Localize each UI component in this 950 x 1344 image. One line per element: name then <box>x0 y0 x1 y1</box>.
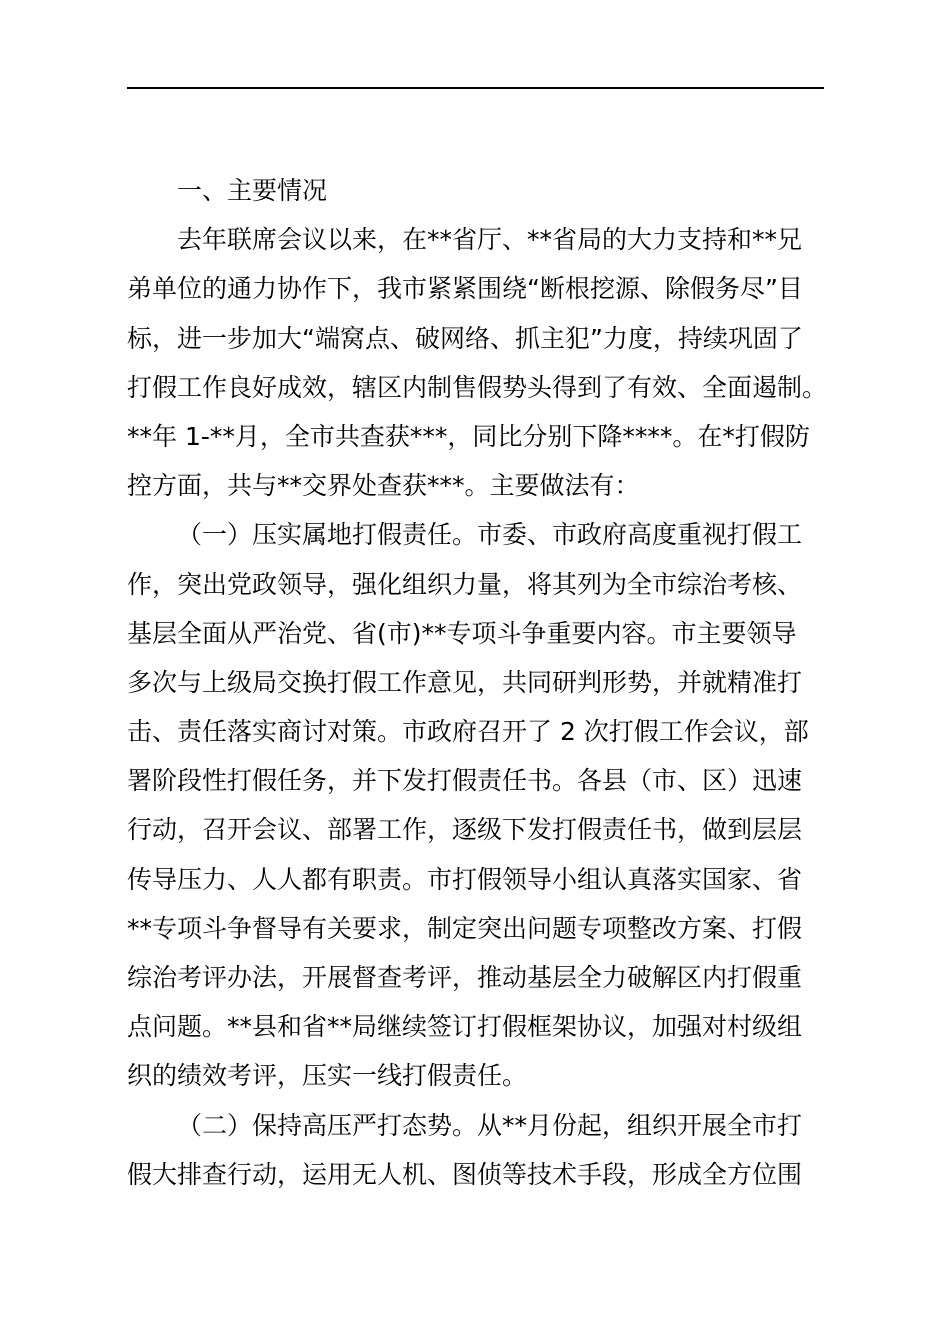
paragraph-line: **专项斗争督导有关要求，制定突出问题专项整改方案、打假 <box>127 913 803 943</box>
paragraph-item-2 <box>127 1101 827 1199</box>
paragraph-line: 去年联席会议以来，在**省厅、**省局的大力支持和**兄 <box>177 225 803 255</box>
paragraph-line: 击、责任落实商讨对策。市政府召开了 2 次打假工作会议，部 <box>127 717 809 747</box>
paragraph-line: 打假工作良好成效，辖区内制售假势头得到了有效、全面遏制。 <box>127 372 828 402</box>
paragraph-line: 综治考评办法，开展督查考评，推动基层全力破解区内打假重 <box>127 963 803 992</box>
paragraph-line: 假大排查行动，运用无人机、图侦等技术手段，形成全方位围 <box>127 1159 803 1189</box>
document-body <box>127 166 827 1199</box>
paragraph-line: 行动，召开会议、部署工作，逐级下发打假责任书，做到层层 <box>127 815 803 845</box>
paragraph-line: 标，进一步加大“端窝点、破网络、抓主犯”力度，持续巩固了 <box>127 323 803 353</box>
paragraph-line: **年 1-**月，全市共查获***，同比分别下降****。在*打假防 <box>127 421 810 451</box>
section-heading: 一、主要情况 <box>177 176 328 205</box>
paragraph-line: 控方面，共与**交界处查获***。主要做法有： <box>127 471 640 501</box>
header-rule <box>127 87 824 89</box>
paragraph-line: 传导压力、人人都有职责。市打假领导小组认真落实国家、省 <box>127 864 803 894</box>
paragraph-item-1 <box>127 510 827 1100</box>
paragraph-line: 署阶段性打假任务，并下发打假责任书。各县（市、区）迅速 <box>127 766 803 796</box>
paragraph-line: 点问题。**县和省**局继续签订打假框架协议，加强对村级组 <box>127 1012 803 1042</box>
paragraph-intro <box>127 215 827 510</box>
paragraph-line: 基层全面从严治党、省(市)**专项斗争重要内容。市主要领导 <box>127 618 797 648</box>
paragraph-line: 织的绩效考评，压实一线打假责任。 <box>127 1061 528 1091</box>
paragraph-line: （一）压实属地打假责任。市委、市政府高度重视打假工 <box>177 520 803 550</box>
paragraph-line: 作，突出党政领导，强化组织力量，将其列为全市综治考核、 <box>127 569 803 599</box>
paragraph-line: （二）保持高压严打态势。从**月份起，组织开展全市打 <box>177 1110 803 1140</box>
paragraph-line: 多次与上级局交换打假工作意见，共同研判形势，并就精准打 <box>127 667 803 697</box>
paragraph-line: 弟单位的通力协作下，我市紧紧围绕“断根挖源、除假务尽”目 <box>127 274 803 304</box>
